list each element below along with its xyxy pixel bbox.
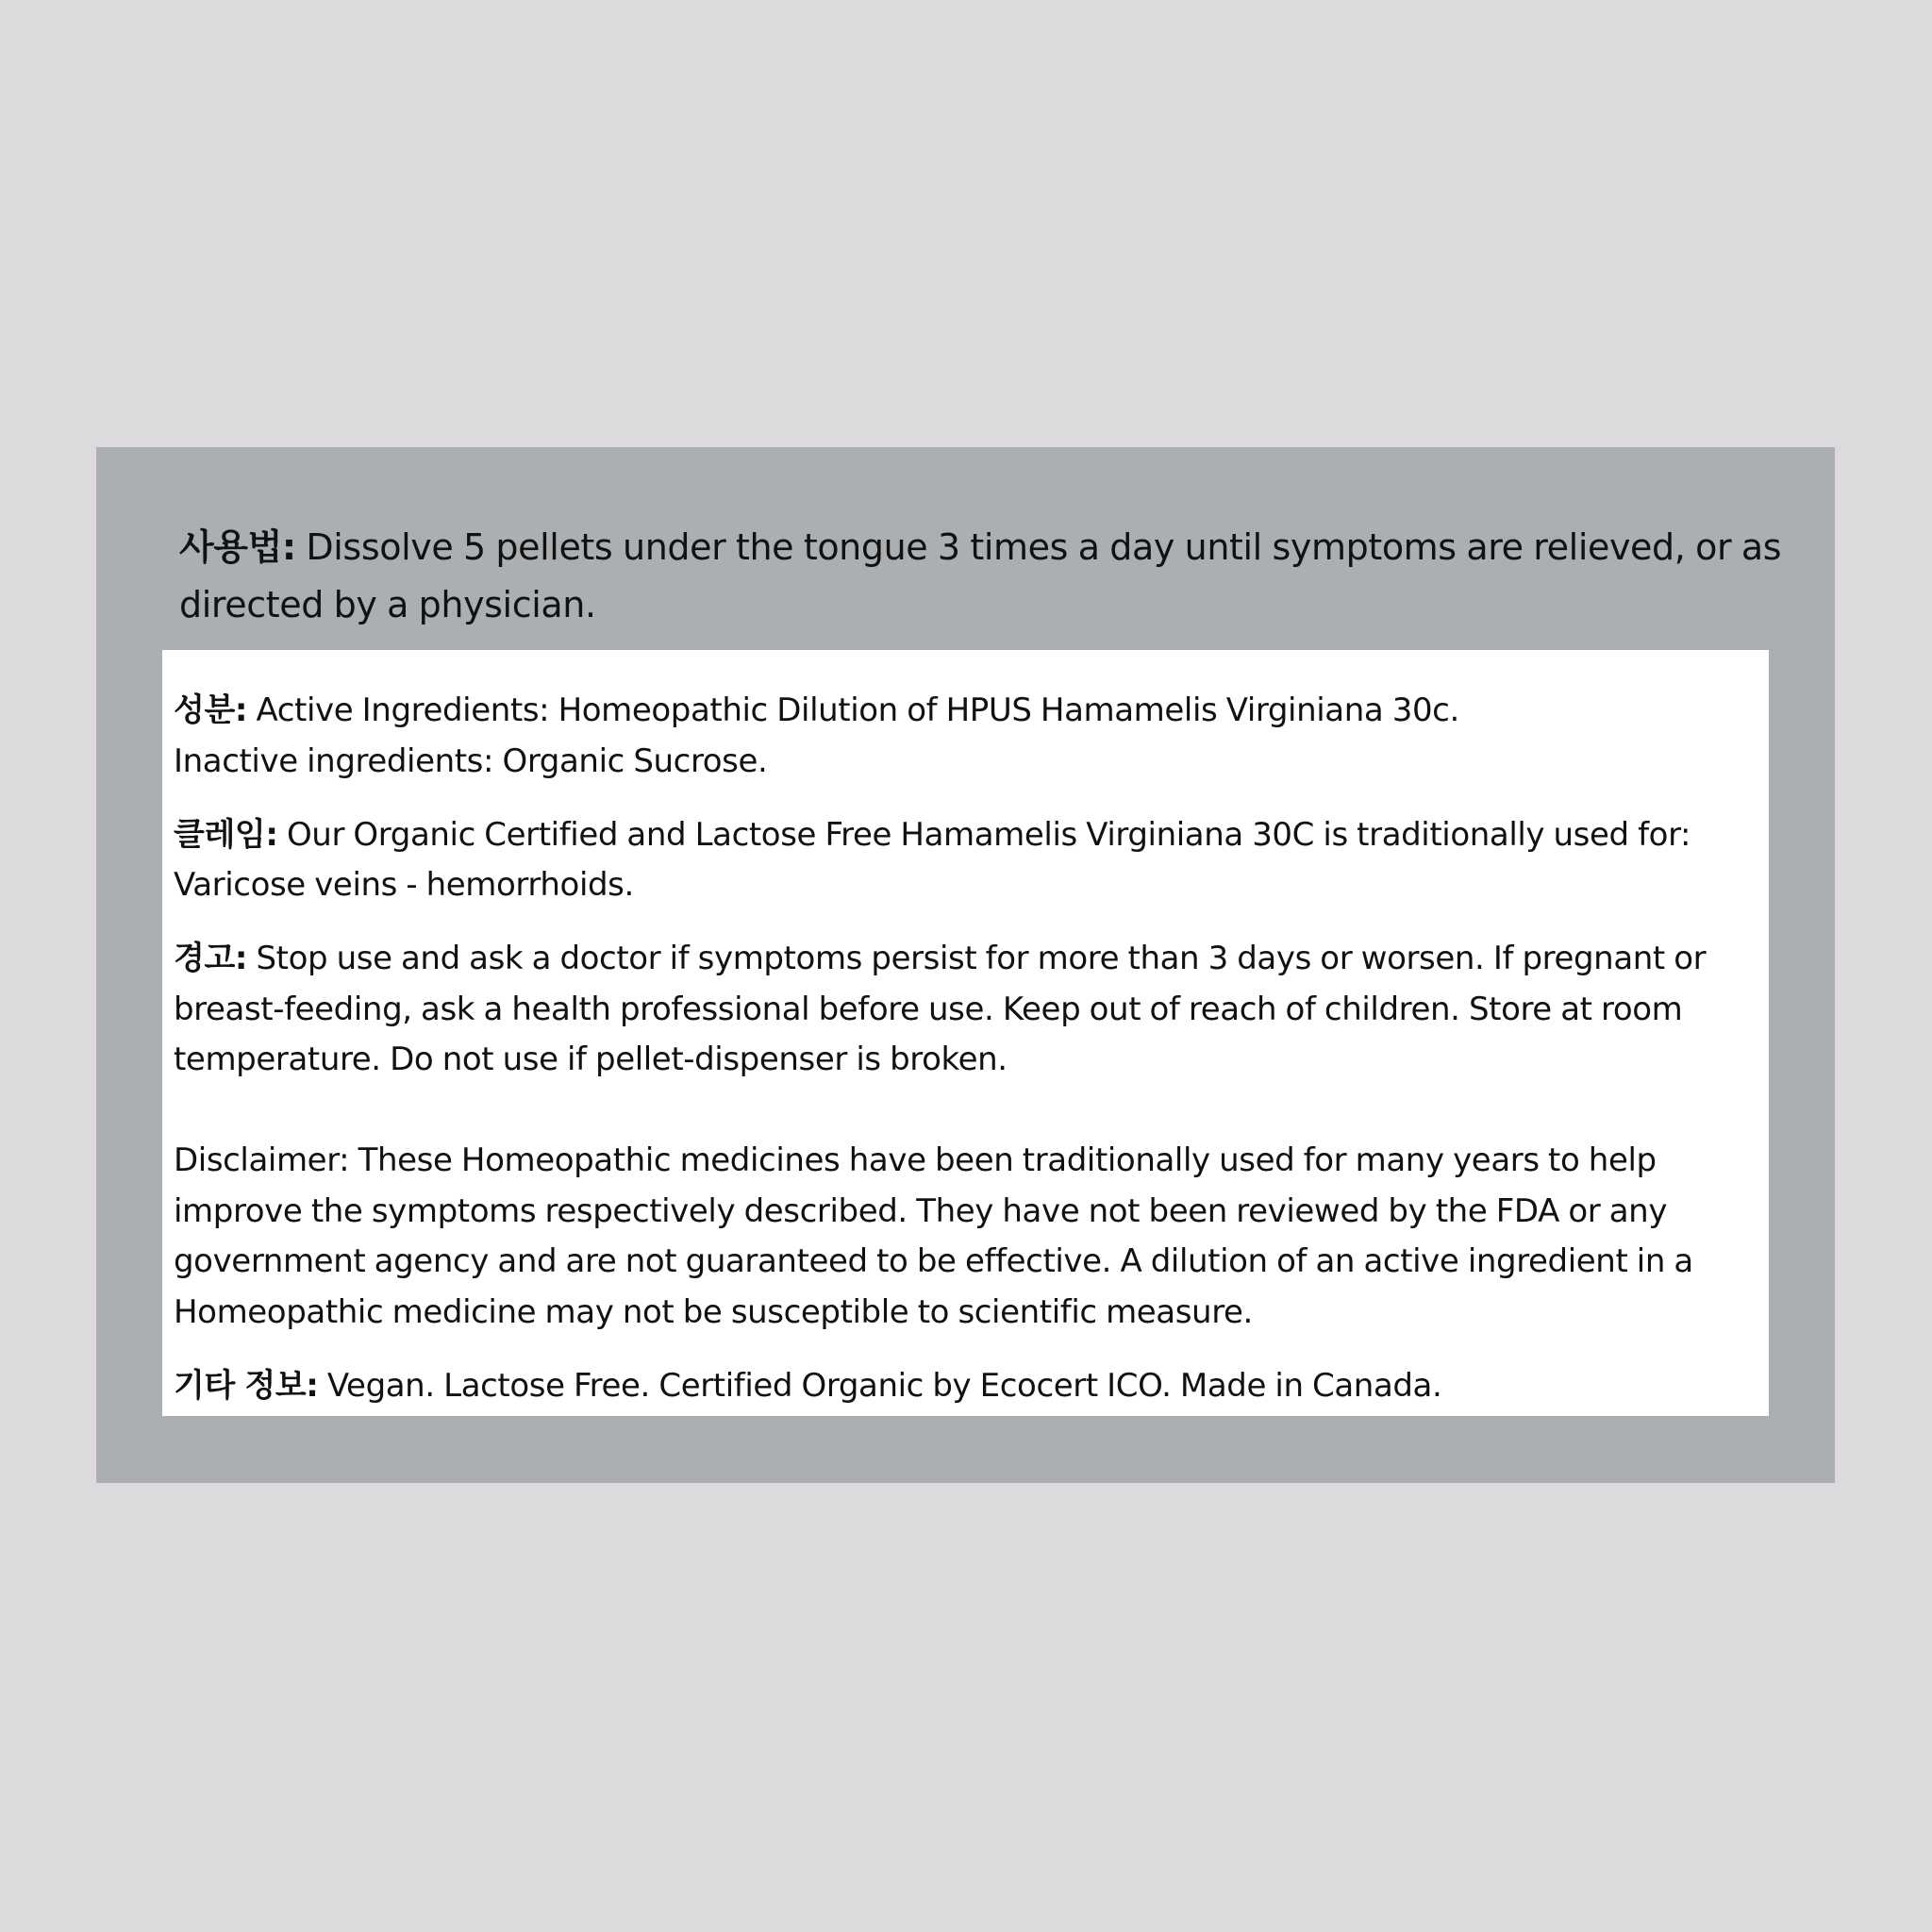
warning-section <box>174 934 1756 1086</box>
claims-text: Our Organic Certified and Lactose Free Hamamelis Virginiana 30C is traditionally used for: Varicose veins - hemorrhoids. <box>174 815 1691 904</box>
ingredients-label: 성분: <box>174 691 248 729</box>
active-ingredients-text: Active Ingredients: Homeopathic Dilution of HPUS Hamamelis Virginiana 30c. <box>247 691 1459 729</box>
info-box <box>162 650 1769 1416</box>
claims-label: 클레임: <box>174 815 278 854</box>
warning-text: Stop use and ask a doctor if symptoms persist for more than 3 days or worsen. If pregnant or breast-feeding, ask a health professional before use. Keep out of reach of children. Store at room temperature. Do not use if pellet-dispenser is broken. <box>174 940 1707 1078</box>
other-info-text: Vegan. Lactose Free. Certified Organic by Ecocert ICO. Made in Canada. <box>318 1366 1442 1405</box>
other-info-section <box>174 1361 1756 1412</box>
inactive-ingredients-text: Inactive ingredients: Organic Sucrose. <box>174 741 768 780</box>
disclaimer-text: Disclaimer: These Homeopathic medicines have been traditionally used for many years to help improve the symptoms respectively described. They have not been reviewed by the FDA or any government agency and are not guaranteed to be effective. A dilution of an active ingredient in a Homeopathic medicine may not be susceptible to scientific measure. <box>174 1141 1693 1331</box>
label-panel <box>96 447 1835 1483</box>
other-info-label: 기타 정보: <box>174 1366 319 1405</box>
disclaimer-section <box>174 1136 1756 1338</box>
directions-text: Dissolve 5 pellets under the tongue 3 times a day until symptoms are relieved, or as directed by a physician. <box>179 526 1782 625</box>
ingredients-section <box>174 686 1756 787</box>
claims-section <box>174 810 1756 911</box>
warning-label: 경고: <box>174 940 248 977</box>
directions-label: 사용법: <box>179 526 296 568</box>
directions-section <box>179 519 1783 634</box>
